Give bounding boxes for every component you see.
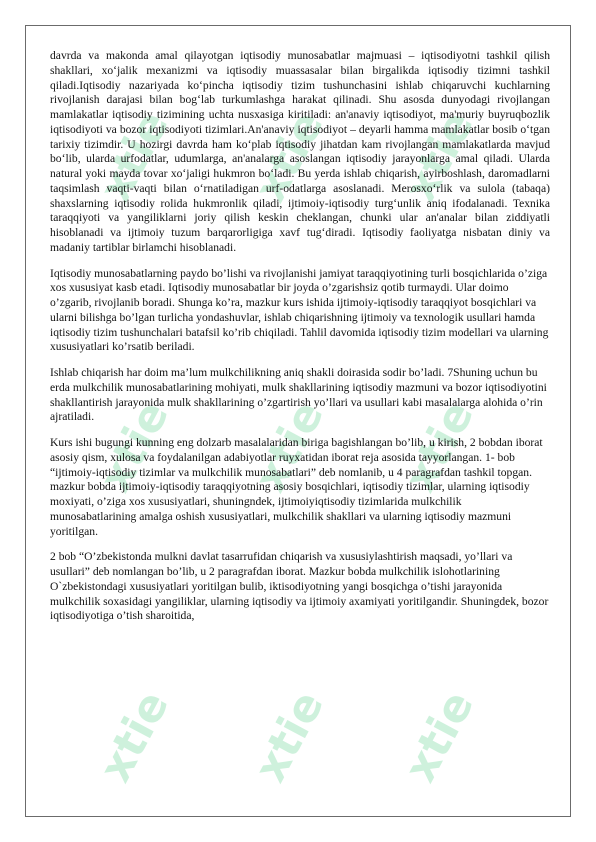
svg-text:xtie: xtie [244, 392, 335, 501]
svg-text:xtie: xtie [394, 392, 485, 501]
paragraph-ownership: Ishlab chiqarish har doim ma’lum mulkchilikning aniq shakli doirasida sodir bo’ladi. 7Shuning uchun bu erda mulkchilik munosabatlarining mohiyati, mulk shakllarining iqtisodiy mazmuni va bozor iqtisodiyotini shakllantirish jarayonida mulk shakllarining o’zgartirish yo’llari va usullari kabi masalalarga alohida o’rin ajratiladi. [50, 366, 547, 424]
paragraph-economic-systems: davrda va makonda amal qilayotgan iqtisodiy munosabatlar majmuasi – iqtisodiyotni tashkil qilish shakllari, xo‘jalik mexanizmi va iqtisodiy muassasalar bilan birgalikda iqtisodiy tizimni tashkil qiladi.Iqtisodiy nazariyada ko‘pincha iqtisodiy tizim tushunchasini ishlab chiqaruvchi kuchlarning rivojlanish darajasi bilan bog‘lab turkumlashga harakat qilinadi. Shu asosda dunyodagi rivojlangan mamlakatlar iqtisodiy tizimining uchta nusxasiga kiritiladi: an'anaviy iqtisodiyot, ma'muriy buyruqbozlik iqtisodiyoti va bozor iqtisodiyoti tizimlari.An'anaviy iqtisodiyot – deyarli hamma mamlakatlar bosib o‘tgan tarixiy tizimdir. U hozirgi davrda ham ko‘plab iqtisodiy jihatdan kam rivojlangan mamlakatlarda mavjud bo‘lib, ularda urfodatlar, udumlarga, an'analarga asoslangan iqtisodiy jarayonlarga amal qiladi. Ularda natural yoki mayda tovar xo‘jaligi hukmron bo‘ladi. Bu yerda ishlab chiqarish, ayirboshlash, daromadlarni taqsimlash vaqti-vaqti bilan o‘rnatiladigan urf-odatlarga asoslanadi. Merosxo‘rlik va sulola (tabaqa) shaxslarning iqtisodiy rolida hukmronlik qiladi, ijtimoiy-iqtisodiy turg‘unlik aniq ifodalanadi. Texnika taraqqiyoti va yangiliklarni joriy qilish keskin cheklangan, chunki ular an'analar bilan ziddiyatli hisoblanadi va ijtimoiy tuzum barqarorligiga xavf tug‘diradi. Iqtisodiy faoliyatga nisbatan diniy va madaniy tartiblar birlamchi hisoblanadi. [50, 49, 550, 254]
svg-text:xtie: xtie [244, 102, 335, 211]
svg-text:xtie: xtie [89, 392, 180, 501]
svg-text:xtie: xtie [244, 682, 335, 791]
svg-text:xtie: xtie [394, 682, 485, 791]
paragraph-chapter-two: 2 bob “O’zbekistonda mulkni davlat tasarrufidan chiqarish va xususiylashtirish maqsadi, yo’llari va usullari” deb nomlangan bo’lib, u 2 paragrafdan iborat. Mazkur bobda mulkchilik islohotlarining O`zbekistondagi xususiyatlari yoritilgan bulib, iktisodiyotning yangi bosqichga o’tishi jarayonida mulkchilik soxasidagi yangiliklar, ularning iqtisodiy va ijtimoiy axamiyati yoritilgandir. Shuningdek, bozor iqtisodiyotiga o’tish sharoitida, [50, 550, 549, 623]
svg-text:xtie: xtie [89, 102, 180, 211]
document-body [50, 49, 550, 635]
paragraph-economic-relations: Iqtisodiy munosabatlarning paydo bo’lishi va rivojlanishi jamiyat taraqqiyotining turli bosqichlarida o’ziga xos xususiyat kasb etadi. Iqtisodiy munosabatlar bir joyda o’zgarishsiz qotib turmaydi. Ular doimo o’zgarib, rivojlanib boradi. Shunga ko’ra, mazkur kurs ishida ijtimoiy-iqtisodiy taraqqiyot bosqichlari va ularni bilishga bo’lgan turlicha yondashuvlar, ishlab chiqarishning ijtimoiy va texnologik usullari hamda iqtisodiy tizim tushunchalari batafsil ko’rib chiqiladi. Tahlil davomida iqtisodiy tizim modellari va ularning xususiyatlari ko’rsatib beriladi. [50, 266, 549, 354]
paragraph-course-structure: Kurs ishi bugungi kunning eng dolzarb masalalaridan biriga bagishlangan bo’lib, u kirish, 2 bobdan iborat asosiy qism, xulosa va foydalanilgan adabiyotlar ruyxatidan iborat reja asosida tayyorlangan. 1- bob “ijtimoiy-iqtisodiy tizimlar va mulkchilik munosabatlari” deb nomlanib, u 4 paragrafdan tashkil topgan. mazkur bobda ijtimoiy-iqtisodiy taraqqiyotning asosiy bosqichlari, iqtisodiy tizimlar, ularning iqtisodiy moxiyati, o’ziga xos xususiyatlari, shuningndek, ijtimoiyiqtisodiy tizimlarida mulkchilik munosabatlarining amalga oshish xususiyatlari, mulkchilik shakllari va ularning iqtisodiy mazmuni yoritilgan. [50, 436, 543, 538]
svg-text:xtie: xtie [89, 682, 180, 791]
svg-text:xtie: xtie [394, 102, 485, 211]
